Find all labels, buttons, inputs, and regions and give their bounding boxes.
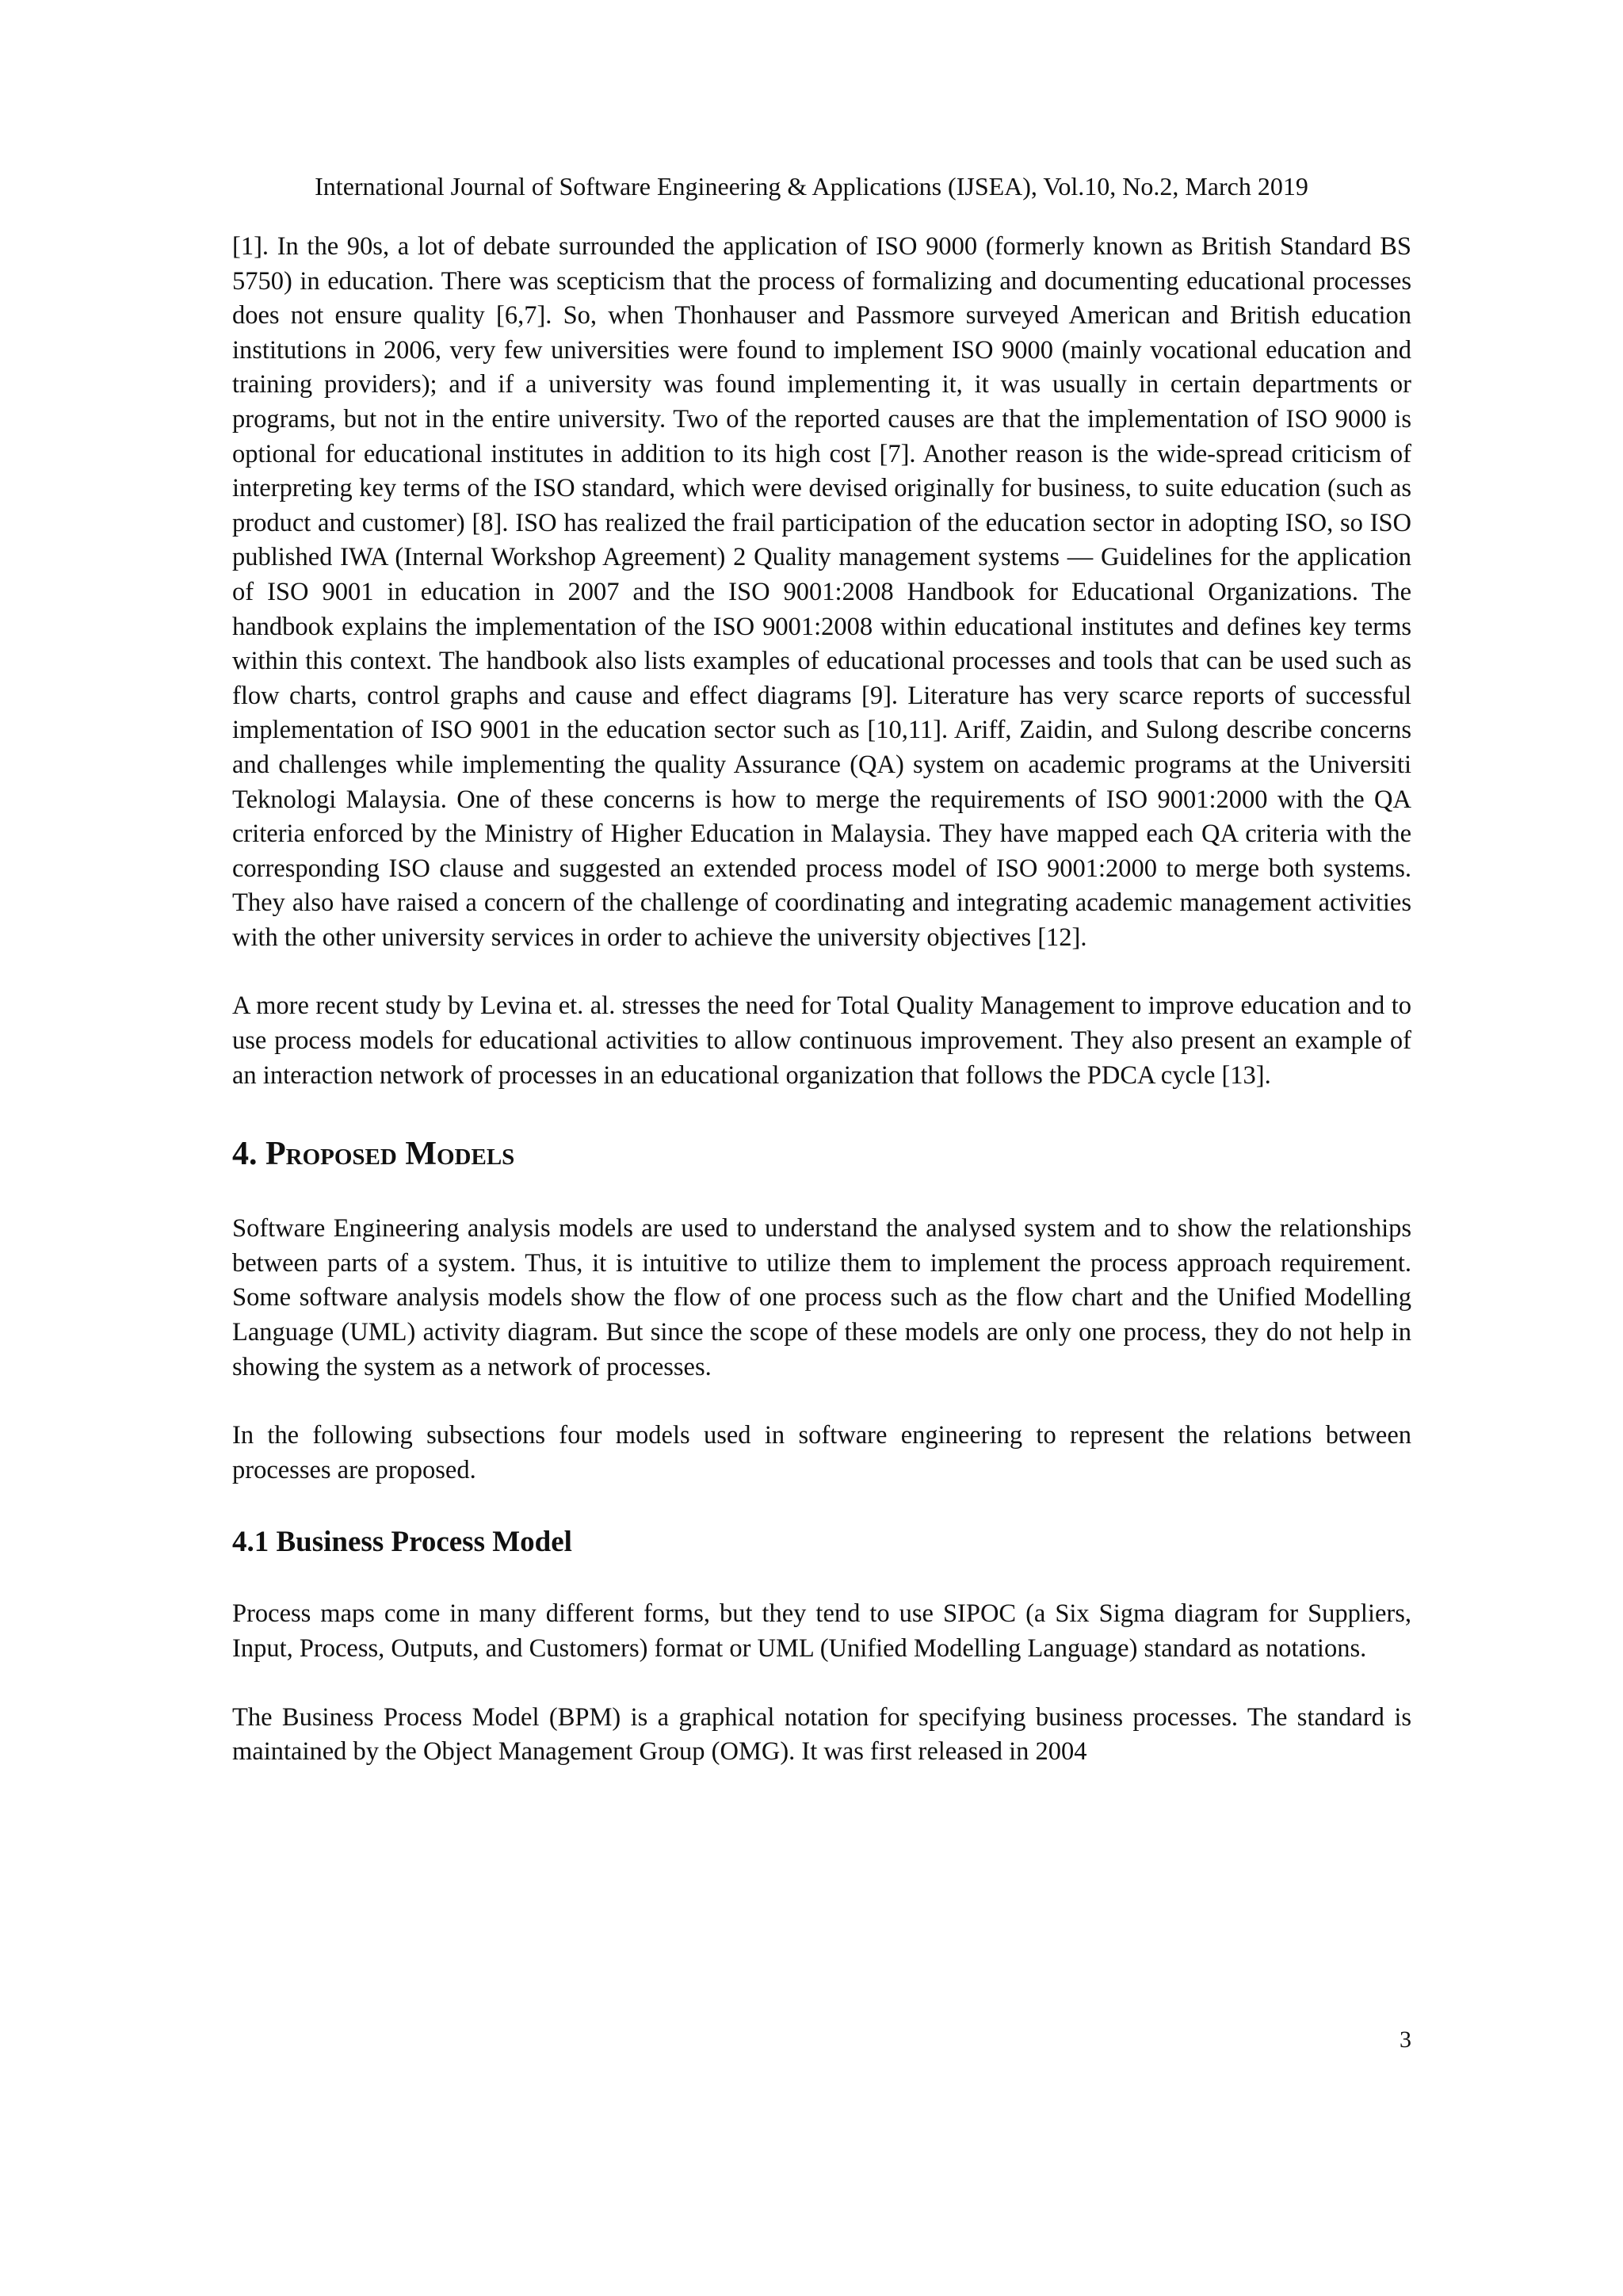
paragraph-subsections-intro: In the following subsections four models used in software engineering to represent the relations between processes are proposed. — [232, 1421, 1411, 1484]
paragraph-gap — [232, 1563, 1411, 1597]
paragraph-gap — [232, 1667, 1411, 1701]
page-number: 3 — [1400, 2027, 1411, 2053]
body-text — [232, 230, 1411, 1770]
running-header: International Journal of Software Engineering & Applications (IJSEA), Vol.10, No.2, March 2019 — [315, 172, 1308, 201]
paragraph-gap — [232, 1178, 1411, 1212]
paragraph-gap — [232, 1093, 1411, 1127]
section-number: 4. — [232, 1136, 258, 1173]
section-title: Proposed Models — [265, 1136, 515, 1173]
paragraph-gap — [232, 1488, 1411, 1522]
paragraph-iso-in-education: [1]. In the 90s, a lot of debate surrounded the application of ISO 9000 (formerly known as British Standard BS 5750) in education. There was scepticism that the process of formalizing and documenting educational processes does not ensure quality [6,7]. So, when Thonhauser and Passmore surveyed American and British education institutions in 2006, very few universities were found to implement ISO 9000 (mainly vocational education and training providers); and if a university was found implementing it, it was usually in certain departments or programs, but not in the entire university. Two of the reported causes are that the implementation of ISO 9000 is optional for educational institutes in addition to its high cost [7]. Another reason is the wide-spread criticism of interpreting key terms of the ISO standard, which were devised originally for business, to suite education (such as product and customer) [8]. ISO has realized the frail participation of the education sector in adopting ISO, so ISO published IWA (Internal Workshop Agreement) 2 Quality management systems — Guidelines for the application of ISO 9001 in education in 2007 and the ISO 9001:2008 Handbook for Educational Organizations. The handbook explains the implementation of the ISO 9001:2008 within educational institutes and defines key terms within this context. The handbook also lists examples of educational processes and tools that can be used such as flow charts, control graphs and cause and effect diagrams [9]. Literature has very scarce reports of successful implementation of ISO 9001 in the education sector such as [10,11]. Ariff, Zaidin, and Sulong describe concerns and challenges while implementing the quality Assurance (QA) system on academic programs at the Universiti Teknologi Malaysia. One of these concerns is how to merge the requirements of ISO 9001:2000 with the QA criteria enforced by the Ministry of Higher Education in Malaysia. They have mapped each QA criteria with the corresponding ISO clause and suggested an extended process model of ISO 9001:2000 to merge both systems. They also have raised a concern of the challenge of coordinating and integrating academic management activities with the other university services in order to achieve the university objectives [12]. — [232, 232, 1411, 952]
section-heading — [232, 1130, 1411, 1178]
paragraph-gap — [232, 1385, 1411, 1419]
paragraph-process-maps: Process maps come in many different forms, but they tend to use SIPOC (a Six Sigma diagram for Suppliers, Input, Process, Outputs, and Customers) format or UML (Unified Modelling Language) standard as notations. — [232, 1599, 1411, 1663]
subsection-heading: 4.1 Business Process Model — [232, 1526, 572, 1559]
paragraph-bpm-definition: The Business Process Model (BPM) is a graphical notation for specifying business processes. The standard is maintained by the Object Management Group (OMG). It was first released in 2004 — [232, 1702, 1411, 1767]
paragraph-levina-study: A more recent study by Levina et. al. stresses the need for Total Quality Management to improve education and to use process models for educational activities to allow continuous improvement. They also present an example of an interaction network of processes in an educational organization that follows the PDCA cycle [13]. — [232, 991, 1411, 1090]
paragraph-analysis-models: Software Engineering analysis models are used to understand the analysed system and to show the relationships between parts of a system. Thus, it is intuitive to utilize them to implement the process approach requirement. Some software analysis models show the flow of one process such as the flow chart and the Unified Modelling Language (UML) activity diagram. But since the scope of these models are only one process, they do not help in showing the system as a network of processes. — [232, 1214, 1411, 1381]
paragraph-gap — [232, 955, 1411, 989]
